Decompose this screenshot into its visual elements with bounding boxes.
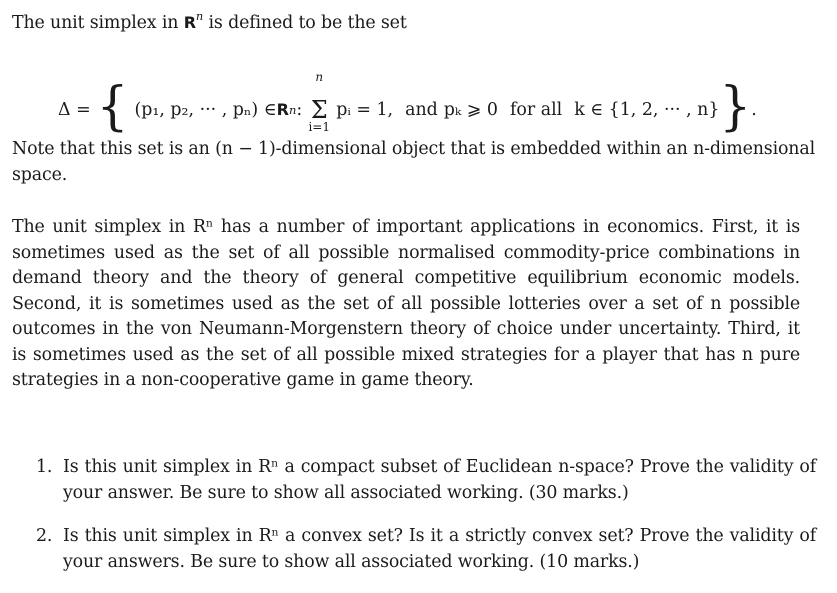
sigma-symbol: Σ [310,96,328,124]
and-word: and [405,100,438,120]
sum-upper-limit: n [315,70,324,84]
intro-real-symbol: R [183,13,196,32]
question-list [36,455,816,593]
intro-text-after: is defined to be the set [203,13,407,33]
question-number: 2. [36,526,53,546]
sum-term: pᵢ = 1, [336,100,394,120]
definition-dimension: n [288,103,297,117]
summation [308,70,330,134]
sum-lower-limit: i=1 [308,120,330,134]
question-item [36,455,816,506]
question-text: Is this unit simplex in Rⁿ a convex set? Is it a strictly convex set? Prove the validity of your answers. Be sure to show all associated working. (10 marks.) [63,526,816,572]
intro-sentence [12,10,407,37]
right-brace: } [719,75,752,137]
index-set: k ∈ {1, 2, ··· , n} [574,100,720,120]
definition-colon: : [296,100,303,120]
definition-real-symbol: R [276,100,289,119]
intro-text-before: The unit simplex in [12,13,184,33]
delta-symbol: Δ = [58,100,91,120]
left-brace: { [96,75,129,137]
question-text: Is this unit simplex in Rⁿ a compact subset of Euclidean n-space? Prove the validity of your answer. Be sure to show all associated working. (30 marks.) [63,457,816,503]
question-number: 1. [36,457,53,477]
nonnegativity-condition: pₖ ⩾ 0 [443,100,498,120]
for-all-text: for all [509,100,563,120]
intro-dimension: n [195,9,204,24]
applications-paragraph: The unit simplex in Rⁿ has a number of important applications in economics. First, it is sometimes used as the set of all possible normalised commodity-price combinations in demand theory and the theory of general competitive equilibrium economic models. Second, it is sometimes used as the set of all possible lotteries over a set of n possible outcomes in the von Neumann-Morgenstern theory of choice under uncertainty. Third, it is sometimes used as the set of all possible mixed strategies for a player that has n pure strategies in a non-cooperative game in game theory. [12,217,800,390]
note-paragraph: Note that this set is an (n − 1)-dimensional object that is embedded within an n-dimensional space. [12,139,815,185]
definition-tuple: (p₁, p₂, ··· , pₙ) ∈ [134,100,277,120]
definition-period: . [751,100,757,120]
question-item [36,524,816,575]
